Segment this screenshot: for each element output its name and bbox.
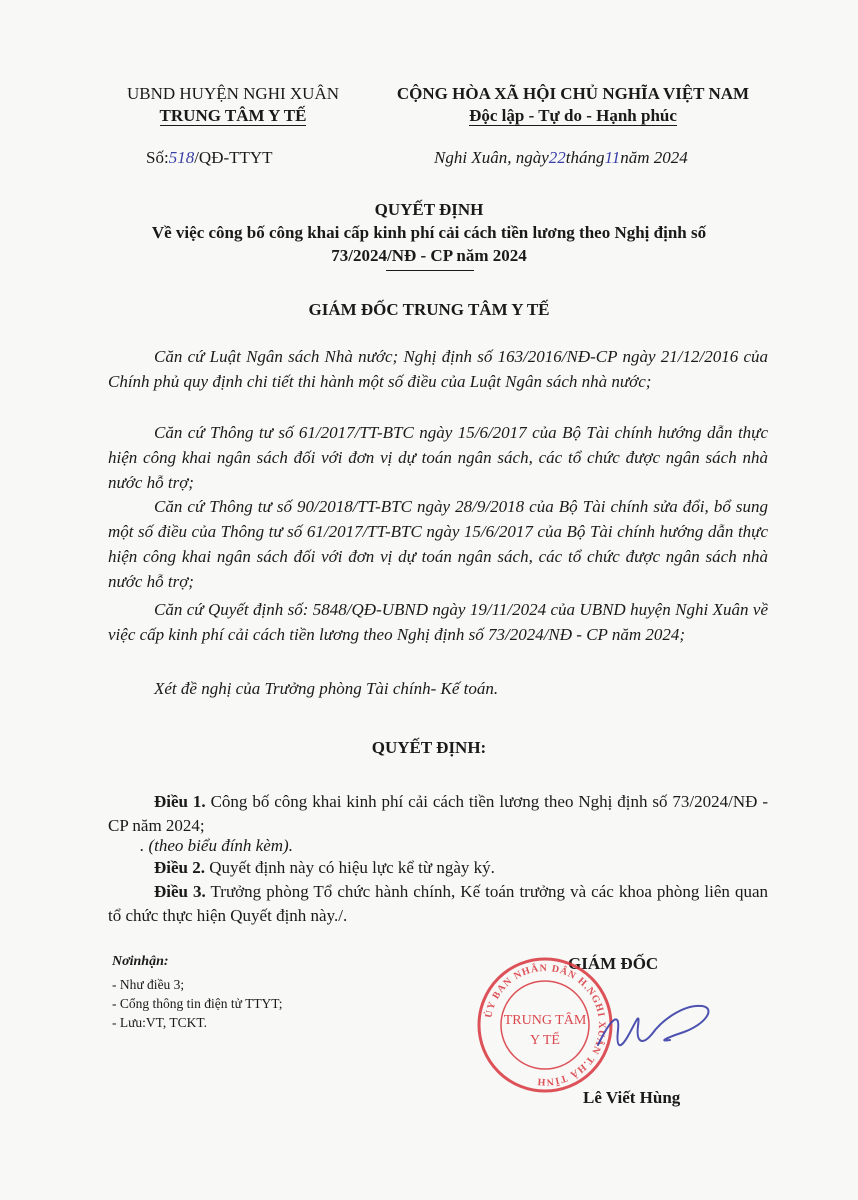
- preamble-1: Căn cứ Luật Ngân sách Nhà nước; Nghị định số 163/2016/NĐ-CP ngày 21/12/2016 của Chính phủ quy định chi tiết thi hành một số điều của Luật Ngân sách nhà nước;: [108, 347, 768, 391]
- recipient-item: - Cổng thông tin điện tử TTYT;: [112, 996, 283, 1011]
- handwritten-signature: [598, 1006, 708, 1045]
- preamble-5: Xét đề nghị của Trưởng phòng Tài chính- Kế toán.: [154, 679, 499, 698]
- article-3: Điều 3. Trưởng phòng Tổ chức hành chính, Kế toán trưởng và các khoa phòng liên quan tổ chức thực hiện Quyết định này./.: [108, 882, 768, 925]
- article-1-note: . (theo biểu đính kèm).: [140, 836, 293, 855]
- document-subtitle-line2: 73/2024/NĐ - CP năm 2024: [331, 246, 527, 265]
- nation-title: CỘNG HÒA XÃ HỘI CHỦ NGHĨA VIỆT NAM: [396, 84, 750, 103]
- preamble-2: Căn cứ Thông tư số 61/2017/TT-BTC ngày 15/6/2017 của Bộ Tài chính hướng dẫn thực hiện công khai ngân sách đối với đơn vị dự toán ngân sách, các tổ chức được ngân sách nhà nước hỗ trợ;: [108, 423, 768, 492]
- seal-center-line2: Y TẾ: [530, 1033, 560, 1048]
- preamble-4: Căn cứ Quyết định số: 5848/QĐ-UBND ngày 19/11/2024 của UBND huyện Nghi Xuân về việc cấp kinh phí cải cách tiền lương theo Nghị định số 73/2024/NĐ - CP năm 2024;: [108, 600, 768, 644]
- date-place: Nghi Xuân, ngày22tháng11năm 2024: [434, 148, 688, 167]
- seal-center-line1: TRUNG TÂM: [503, 1013, 587, 1028]
- recipient-item: - Lưu:VT, TCKT.: [112, 1015, 208, 1030]
- official-seal: [470, 950, 730, 1100]
- national-motto: Độc lập - Tự do - Hạnh phúc: [469, 106, 677, 125]
- article-1: Điều 1. Công bố công khai kinh phí cải cách tiền lương theo Nghị định số 73/2024/NĐ - CP năm 2024;: [108, 792, 769, 835]
- document-title: QUYẾT ĐỊNH: [374, 200, 484, 219]
- signer-title: GIÁM ĐỐC: [568, 954, 659, 973]
- preamble-3: Căn cứ Thông tư số 90/2018/TT-BTC ngày 28/9/2018 của Bộ Tài chính sửa đổi, bổ sung một số điều của Thông tư số 61/2017/TT-BTC ngày 15/6/2017 của Bộ Tài chính hướng dẫn thực hiện công khai ngân sách đối với đơn vị dự toán ngân sách, các tổ chức được ngân sách nhà nước hỗ trợ;: [108, 497, 768, 591]
- recipients-label: Nơinhận:: [112, 954, 169, 969]
- signer-name: Lê Viết Hùng: [583, 1088, 681, 1107]
- seal-ring-text: ỦY BAN NHÂN DÂN H.NGHI XUÂN T.HÀ TĨNH: [483, 962, 608, 1088]
- doc-number: Số:518/QĐ-TTYT: [146, 148, 273, 167]
- org-name-line2: TRUNG TÂM Y TẾ: [159, 106, 307, 125]
- authority-heading: GIÁM ĐỐC TRUNG TÂM Y TẾ: [308, 300, 550, 319]
- document-subtitle-line1: Về việc công bố công khai cấp kinh phí cải cách tiền lương theo Nghị định số: [151, 223, 707, 242]
- doc-number-handwritten: 518: [168, 148, 195, 167]
- org-name-line1: UBND HUYỆN NGHI XUÂN: [126, 84, 339, 103]
- article-2: Điều 2. Quyết định này có hiệu lực kể từ ngày ký.: [154, 858, 495, 877]
- recipient-item: - Như điều 3;: [112, 977, 185, 992]
- decision-heading: QUYẾT ĐỊNH:: [371, 738, 487, 757]
- title-underline: [386, 270, 474, 271]
